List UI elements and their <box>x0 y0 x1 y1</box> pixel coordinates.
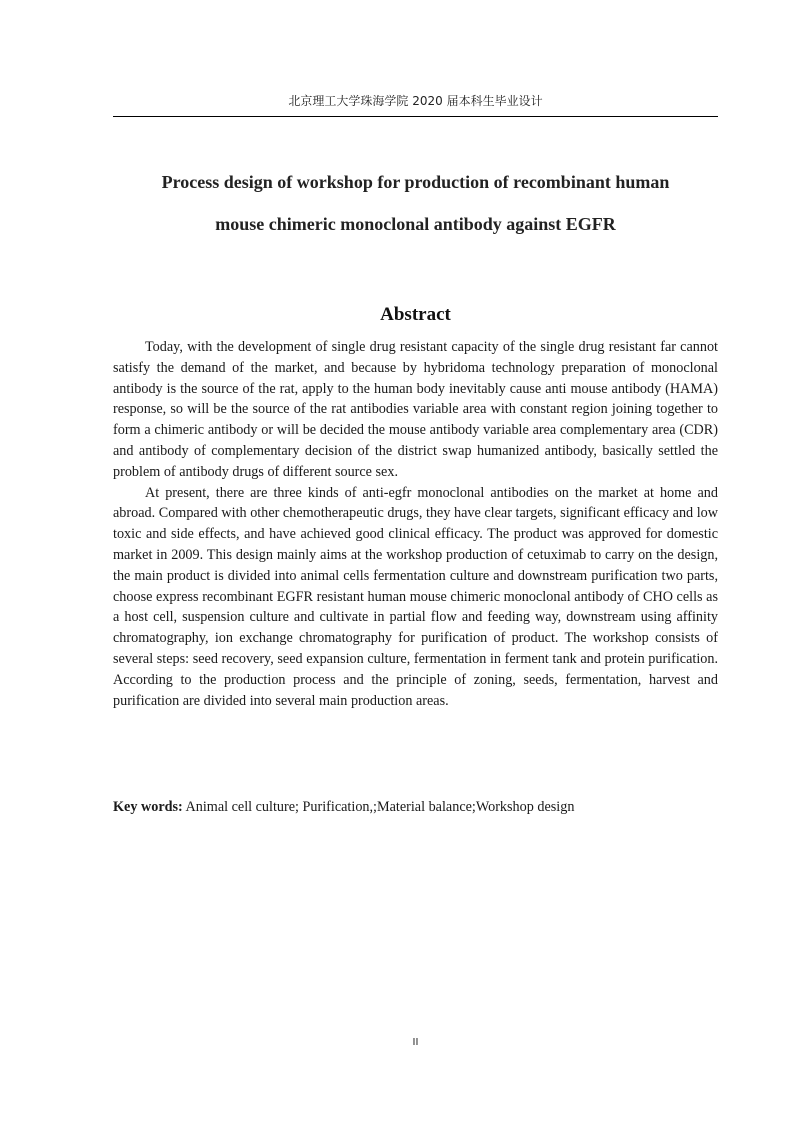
keywords-text: Animal cell culture; Purification,;Material balance;Workshop design <box>182 799 575 815</box>
title-line-2: mouse chimeric monoclonal antibody against EGFR <box>215 214 616 234</box>
page-number: II <box>412 1037 419 1048</box>
abstract-paragraph-2: At present, there are three kinds of anti-egfr monoclonal antibodies on the market at home and abroad. Compared with other chemotherapeutic drugs, they have clear targets, significant efficacy and low toxic and side effects, and have achieved good clinical efficacy. The product was approved for domestic market in 2009. This design mainly aims at the workshop production of cetuximab to carry on the design, the main product is divided into animal cells fermentation culture and downstream purification two parts, choose express recombinant EGFR resistant human mouse chimeric monoclonal antibody of CHO cells as a host cell, suspension culture and cultivate in partial flow and feeding way, downstream using affinity chromatography, ion exchange chromatography for purification of product. The workshop consists of several steps: seed recovery, seed expansion culture, fermentation in ferment tank and protein purification. According to the production process and the principle of zoning, seeds, fermentation, harvest and purification are divided into several main production areas. <box>113 484 718 709</box>
abstract-heading: Abstract <box>380 304 451 325</box>
header-divider <box>113 116 718 117</box>
keywords <box>113 797 718 818</box>
title-line-1: Process design of workshop for production of recombinant human <box>161 172 670 192</box>
abstract-paragraph-1: Today, with the development of single drug resistant capacity of the single drug resistant far cannot satisfy the demand of the market, and because by hybridoma technology preparation of monoclonal antibody is the source of the rat, apply to the human body inevitably cause anti mouse antibody (HAMA) response, so will be the source of the rat antibodies variable area with constant region joining together to form a chimeric antibody or will be decided the mouse antibody variable area complementary area (CDR) and antibody of complementary decision of the district swap humanized antibody, basically settled the problem of antibody drugs of different source sex. <box>113 339 718 480</box>
thesis-title <box>113 169 718 253</box>
keywords-label: Key words: <box>113 799 183 815</box>
page-header: 北京理工大学珠海学院 2020 届本科生毕业设计 <box>288 94 543 108</box>
abstract-body <box>113 337 718 711</box>
